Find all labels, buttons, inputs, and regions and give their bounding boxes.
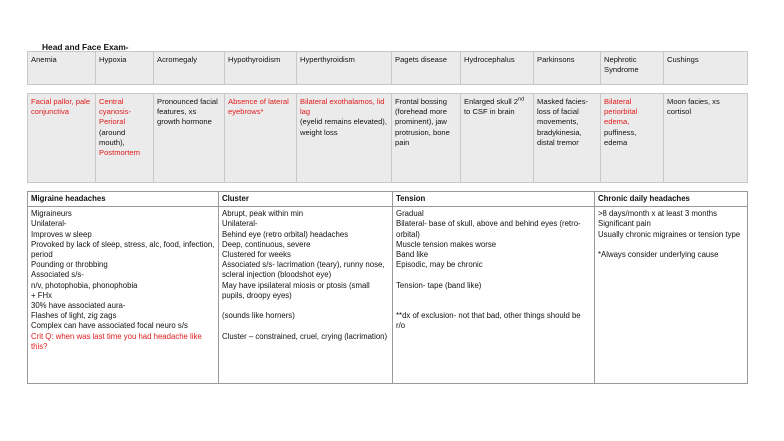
cluster-line: Unilateral- bbox=[222, 219, 258, 229]
header-cluster: Cluster bbox=[219, 192, 393, 207]
cluster-line: May have ipsilateral miosis or ptosis (small pupils, droopy eyes) bbox=[222, 280, 370, 300]
finding-hyperthyroidism bbox=[297, 94, 392, 183]
finding-hydrocephalus bbox=[461, 94, 534, 183]
tension-line: Muscle tension makes worse bbox=[396, 239, 497, 249]
migraine-crit-question: Crit Q: when was last time you had headache like this? bbox=[31, 331, 202, 351]
cluster-cell bbox=[219, 207, 393, 384]
finding-nephrotic bbox=[601, 94, 664, 183]
tension-line: Band like bbox=[396, 250, 429, 260]
finding-cushings: Moon facies, xs cortisol bbox=[664, 94, 748, 183]
exam-findings-table bbox=[27, 93, 748, 183]
finding-nephrotic-line1: Bilateral periorbital edema, bbox=[604, 97, 638, 127]
migraine-line: n/v, photophobia, phonophobia bbox=[31, 280, 138, 290]
header-tension: Tension bbox=[393, 192, 595, 207]
spacer bbox=[598, 240, 744, 250]
migraine-line: Associated s/s- bbox=[31, 270, 84, 280]
finding-hypoxia-line3: Postmortem bbox=[99, 148, 140, 158]
finding-parkinsons: Masked facies- loss of facial movements, bradykinesia, distal tremor bbox=[534, 94, 601, 183]
migraine-line: Complex can have associated focal neuro s/s bbox=[31, 321, 188, 331]
header-hypoxia: Hypoxia bbox=[96, 52, 154, 85]
spacer bbox=[222, 321, 389, 331]
header-anemia: Anemia bbox=[28, 52, 96, 85]
tension-line: Bilateral- base of skull, above and behind eyes (retro-orbital) bbox=[396, 219, 581, 239]
finding-acromegaly: Pronounced facial features, xs growth hormone bbox=[154, 94, 225, 183]
cluster-line: Deep, continuous, severe bbox=[222, 239, 311, 249]
finding-hypoxia-line2: (around mouth), bbox=[99, 127, 126, 147]
header-cushings: Cushings bbox=[664, 52, 748, 85]
cluster-line: Behind eye (retro orbital) headaches bbox=[222, 229, 349, 239]
tension-cell bbox=[393, 207, 595, 384]
finding-pagets: Frontal bossing (forehead more prominent), jaw protrusion, bone pain bbox=[392, 94, 461, 183]
migraine-line: Improves w sleep bbox=[31, 229, 92, 239]
exam-header-table bbox=[27, 51, 748, 85]
cluster-mnemonic: Cluster – constrained, cruel, crying (lacrimation) bbox=[222, 331, 388, 341]
migraine-cell bbox=[28, 207, 219, 384]
finding-hydrocephalus-b: to CSF in brain bbox=[464, 107, 515, 117]
finding-hyperthyroidism-line1: Bilateral exothalamos, lid lag bbox=[300, 97, 385, 117]
chronic-line: Usually chronic migraines or tension type bbox=[598, 229, 741, 239]
migraine-line: Provoked by lack of sleep, stress, alc, food, infection, period bbox=[31, 239, 215, 260]
migraine-line: Unilateral- bbox=[31, 219, 67, 229]
spacer bbox=[396, 291, 591, 301]
header-migraine: Migraine headaches bbox=[28, 192, 219, 207]
migraine-line: + FHx bbox=[31, 290, 53, 300]
finding-hypoxia bbox=[96, 94, 154, 183]
header-parkinsons: Parkinsons bbox=[534, 52, 601, 85]
header-hyperthyroidism: Hyperthyroidism bbox=[297, 52, 392, 85]
migraine-line: Pounding or throbbing bbox=[31, 260, 108, 270]
migraine-line: 30% have associated aura- bbox=[31, 301, 126, 311]
chronic-line: Significant pain bbox=[598, 219, 651, 229]
finding-anemia: Facial pallor, pale conjunctiva bbox=[28, 94, 96, 183]
headache-table bbox=[27, 191, 748, 384]
chronic-underlying-cause: *Always consider underlying cause bbox=[598, 250, 719, 259]
tension-mnemonic: Tension- tape (band like) bbox=[396, 280, 482, 290]
header-hydrocephalus: Hydrocephalus bbox=[461, 52, 534, 85]
finding-hydrocephalus-sup: nd bbox=[518, 96, 525, 103]
chronic-cell bbox=[595, 207, 748, 384]
tension-line: Gradual bbox=[396, 209, 424, 219]
cluster-line: Abrupt, peak within min bbox=[222, 209, 304, 219]
cluster-line: Clustered for weeks bbox=[222, 250, 291, 260]
cluster-line: Associated s/s- lacrimation (teary), runny nose, scleral injection (bloodshot eye) bbox=[222, 260, 385, 280]
finding-hyperthyroidism-line2: (eyelid remains elevated), weight loss bbox=[300, 117, 387, 137]
spacer bbox=[222, 301, 389, 311]
chronic-line: >8 days/month x at least 3 months bbox=[598, 209, 717, 219]
finding-hydrocephalus-a: Enlarged skull 2 bbox=[464, 97, 519, 106]
finding-nephrotic-line2: puffiness, edema bbox=[604, 127, 637, 147]
finding-hypothyroidism: Absence of lateral eyebrows* bbox=[225, 94, 297, 183]
header-nephrotic: Nephrotic Syndrome bbox=[601, 52, 664, 85]
header-pagets: Pagets disease bbox=[392, 52, 461, 85]
finding-hypoxia-line1: Central cyanosis- Perioral bbox=[99, 97, 132, 127]
header-hypothyroidism: Hypothyroidism bbox=[225, 52, 297, 85]
migraine-line: Flashes of light, zig zags bbox=[31, 311, 117, 321]
spacer bbox=[396, 270, 591, 280]
cluster-horners-note: (sounds like horners) bbox=[222, 311, 295, 321]
header-acromegaly: Acromegaly bbox=[154, 52, 225, 85]
page-title: Head and Face Exam- bbox=[42, 42, 129, 52]
spacer bbox=[396, 301, 591, 311]
header-chronic: Chronic daily headaches bbox=[595, 192, 748, 207]
tension-exclusion-note: **dx of exclusion- not that bad, other things should be r/o bbox=[396, 311, 581, 331]
tension-line: Episodic, may be chronic bbox=[396, 260, 483, 270]
migraine-line: Migraineurs bbox=[31, 209, 72, 219]
